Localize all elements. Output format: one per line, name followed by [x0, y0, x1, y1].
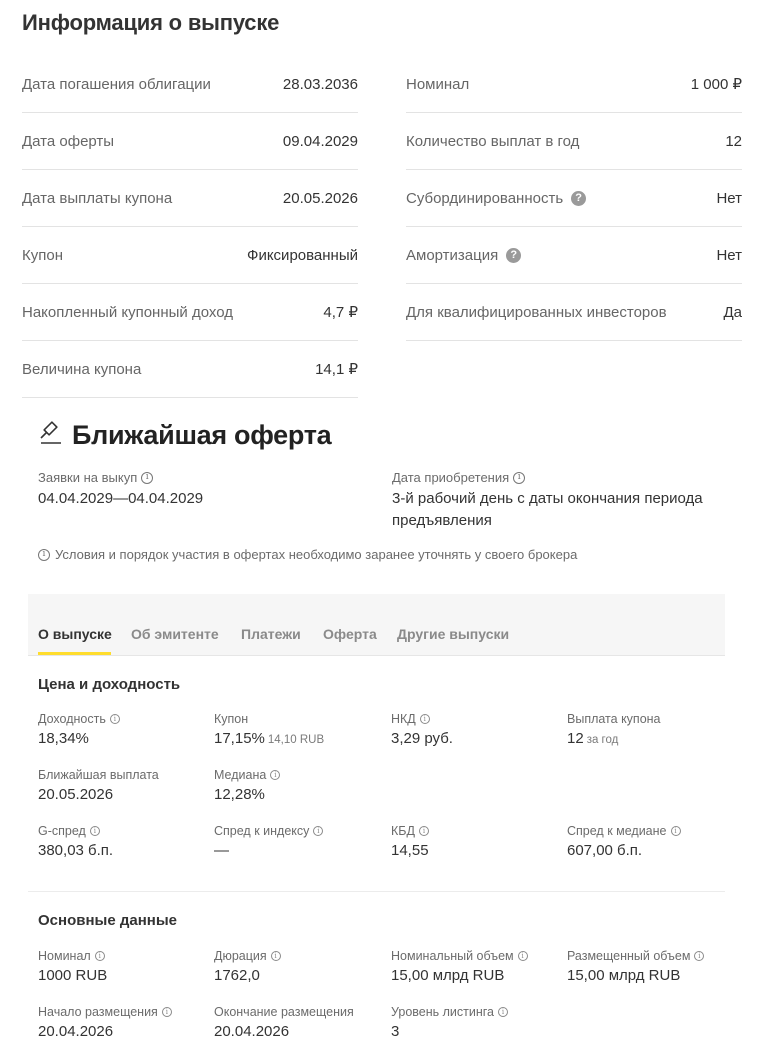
info-row-value: 20.05.2026 — [282, 189, 358, 207]
offer-purchase-label-text: Дата приобретения — [392, 470, 510, 485]
metric-g-spread — [38, 824, 208, 859]
basic-data-title: Основные данные — [38, 912, 177, 929]
offer-header — [38, 420, 331, 451]
info-row-label-text: Амортизация — [406, 246, 499, 264]
offer-requests — [38, 470, 203, 510]
metric-value-sub: 14,10 RUB — [267, 734, 325, 746]
info-row-label — [406, 190, 586, 207]
tab-offer[interactable]: Оферта — [323, 626, 377, 642]
metric-value-text: 17,15% — [214, 730, 265, 747]
metric-value: 1762,0 — [214, 967, 260, 984]
metric-value: 1000 RUB — [38, 967, 108, 984]
tab-about-issue[interactable]: О выпуске — [38, 626, 112, 642]
metric-label — [567, 949, 737, 963]
metric-value-text: 12 — [567, 730, 584, 747]
gavel-icon — [38, 420, 64, 451]
metric-median-spread — [567, 824, 737, 859]
metric-label — [214, 949, 384, 963]
info-row — [22, 284, 358, 341]
tab-payments[interactable]: Платежи — [241, 626, 301, 642]
info-row-label: Дата оферты — [22, 132, 115, 150]
metric-yield — [38, 712, 208, 747]
metric-median — [214, 768, 384, 803]
metric-coupon-payments — [567, 712, 737, 747]
metric-label-text: НКД — [391, 712, 416, 726]
metric-value: 20.04.2026 — [214, 1023, 290, 1040]
metric-value: 607,00 б.п. — [567, 842, 643, 859]
info-icon: i — [38, 549, 50, 561]
info-icon[interactable]: i — [270, 770, 280, 780]
metric-value: 12,28% — [214, 786, 265, 803]
info-row-value: 28.03.2036 — [282, 75, 358, 93]
metric-label — [391, 1005, 561, 1019]
metric-label — [214, 824, 384, 838]
offer-title: Ближайшая оферта — [72, 420, 332, 450]
metric-value-sub: за год — [586, 734, 619, 746]
info-row-value: 14,1 ₽ — [315, 361, 358, 378]
price-yield-title: Цена и доходность — [38, 676, 181, 693]
metric-label — [38, 768, 208, 782]
active-tab-indicator — [38, 652, 111, 655]
info-row — [22, 227, 358, 284]
metric-coupon — [214, 712, 384, 747]
metric-value: 20.05.2026 — [38, 786, 114, 803]
offer-purchase-value-line2: предъявления — [392, 512, 492, 529]
metric-listing-level — [391, 1005, 561, 1040]
info-row-value: Фиксированный — [247, 246, 358, 264]
info-row-value: 12 — [725, 132, 742, 150]
info-icon[interactable]: i — [420, 714, 430, 724]
metric-duration — [214, 949, 384, 984]
metric-value — [214, 730, 384, 747]
info-row-label-text: Субординированность — [406, 189, 564, 207]
offer-note — [38, 547, 577, 562]
info-icon[interactable]: i — [110, 714, 120, 724]
metric-label-text: Окончание размещения — [214, 1005, 354, 1019]
info-icon[interactable]: i — [313, 826, 323, 836]
metric-label-text: Дюрация — [214, 949, 267, 963]
metric-label-text: Спред к индексу — [214, 824, 310, 838]
issue-info-title: Информация о выпуске — [22, 10, 280, 35]
metric-label-text: Начало размещения — [38, 1005, 158, 1019]
offer-purchase-date — [392, 470, 742, 532]
question-mark-icon[interactable]: ? — [571, 191, 586, 206]
metric-label — [391, 824, 561, 838]
metric-label-text: Номинальный объем — [391, 949, 514, 963]
metric-label-text: Уровень листинга — [391, 1005, 494, 1019]
metric-value: 15,00 млрд RUB — [567, 967, 681, 984]
metric-label-text: Выплата купона — [567, 712, 661, 726]
metric-label — [214, 712, 384, 726]
metric-index-spread — [214, 824, 384, 859]
metric-placed-volume — [567, 949, 737, 984]
info-row-label: Количество выплат в год — [406, 132, 580, 150]
info-row-label: Купон — [22, 246, 63, 264]
info-icon[interactable]: i — [419, 826, 429, 836]
info-row — [406, 56, 742, 113]
metric-label-text: Ближайшая выплата — [38, 768, 159, 782]
info-row-label — [406, 247, 521, 264]
metric-label — [567, 712, 737, 726]
metric-label-text: Купон — [214, 712, 249, 726]
metric-label — [38, 1005, 208, 1019]
info-row — [22, 113, 358, 170]
info-icon[interactable]: i — [498, 1007, 508, 1017]
info-icon[interactable]: i — [518, 951, 528, 961]
section-divider — [28, 891, 725, 892]
metric-label — [567, 824, 737, 838]
metric-label — [214, 1005, 384, 1019]
info-row — [22, 341, 358, 398]
info-icon[interactable]: i — [694, 951, 704, 961]
issue-info-right-column — [406, 56, 742, 341]
metric-label-text: Размещенный объем — [567, 949, 691, 963]
info-row — [406, 284, 742, 341]
metric-value: 3 — [391, 1023, 400, 1040]
info-row — [406, 227, 742, 284]
metric-label — [391, 949, 561, 963]
offer-requests-value: 04.04.2029—04.04.2029 — [38, 490, 204, 507]
metric-kbd — [391, 824, 561, 859]
metric-label — [38, 824, 208, 838]
info-icon[interactable]: i — [95, 951, 105, 961]
info-icon[interactable]: i — [513, 472, 525, 484]
metric-placement-start — [38, 1005, 208, 1040]
metric-label-text: Медиана — [214, 768, 267, 782]
question-mark-icon[interactable]: ? — [506, 248, 521, 263]
offer-requests-label — [38, 470, 203, 485]
info-row-value: 4,7 ₽ — [323, 304, 358, 321]
info-row-label: Дата выплаты купона — [22, 189, 173, 207]
metric-value — [567, 730, 737, 747]
metric-label — [214, 768, 384, 782]
info-row — [22, 56, 358, 113]
metric-label-text: Спред к медиане — [567, 824, 667, 838]
offer-requests-label-text: Заявки на выкуп — [38, 470, 138, 485]
info-icon[interactable]: i — [271, 951, 281, 961]
offer-purchase-value — [392, 488, 742, 532]
metric-value: 20.04.2026 — [38, 1023, 114, 1040]
info-row-label: Дата погашения облигации — [22, 75, 211, 93]
issue-info-left-column — [22, 56, 358, 398]
info-row-value: 1 000 ₽ — [690, 76, 742, 93]
metric-label-text: G-спред — [38, 824, 86, 838]
info-icon[interactable]: i — [162, 1007, 172, 1017]
offer-purchase-label — [392, 470, 742, 485]
info-row-value: Да — [723, 303, 742, 321]
info-row-value: Нет — [716, 246, 742, 264]
metric-value: 3,29 руб. — [391, 730, 453, 747]
tab-bar — [28, 594, 725, 656]
metric-next-payment — [38, 768, 208, 803]
offer-note-text: Условия и порядок участия в офертах необходимо заранее уточнять у своего брокера — [55, 547, 578, 562]
info-row-label: Номинал — [406, 75, 470, 93]
info-row-label: Для квалифицированных инвесторов — [406, 303, 667, 321]
tab-about-issuer[interactable]: Об эмитенте — [131, 626, 219, 642]
metric-placement-end — [214, 1005, 384, 1040]
metric-value: — — [214, 842, 229, 859]
info-row-label: Накопленный купонный доход — [22, 303, 233, 321]
info-row-value: 09.04.2029 — [282, 132, 358, 150]
info-row — [22, 170, 358, 227]
offer-purchase-value-line1: 3-й рабочий день с даты окончания периода — [392, 490, 703, 507]
metric-nkd — [391, 712, 561, 747]
metric-value: 18,34% — [38, 730, 89, 747]
info-row — [406, 170, 742, 227]
metric-label — [391, 712, 561, 726]
metric-value: 15,00 млрд RUB — [391, 967, 505, 984]
tab-other-issues[interactable]: Другие выпуски — [397, 626, 510, 642]
info-row-label: Величина купона — [22, 360, 142, 378]
info-row-value: Нет — [716, 189, 742, 207]
metric-nominal-volume — [391, 949, 561, 984]
metric-label-text: КБД — [391, 824, 415, 838]
metric-label-text: Номинал — [38, 949, 91, 963]
metric-value: 14,55 — [391, 842, 429, 859]
info-row — [406, 113, 742, 170]
metric-label-text: Доходность — [38, 712, 106, 726]
info-icon[interactable]: i — [141, 472, 153, 484]
info-icon[interactable]: i — [671, 826, 681, 836]
info-icon[interactable]: i — [90, 826, 100, 836]
metric-nominal — [38, 949, 208, 984]
metric-value: 380,03 б.п. — [38, 842, 114, 859]
metric-label — [38, 949, 208, 963]
metric-label — [38, 712, 208, 726]
